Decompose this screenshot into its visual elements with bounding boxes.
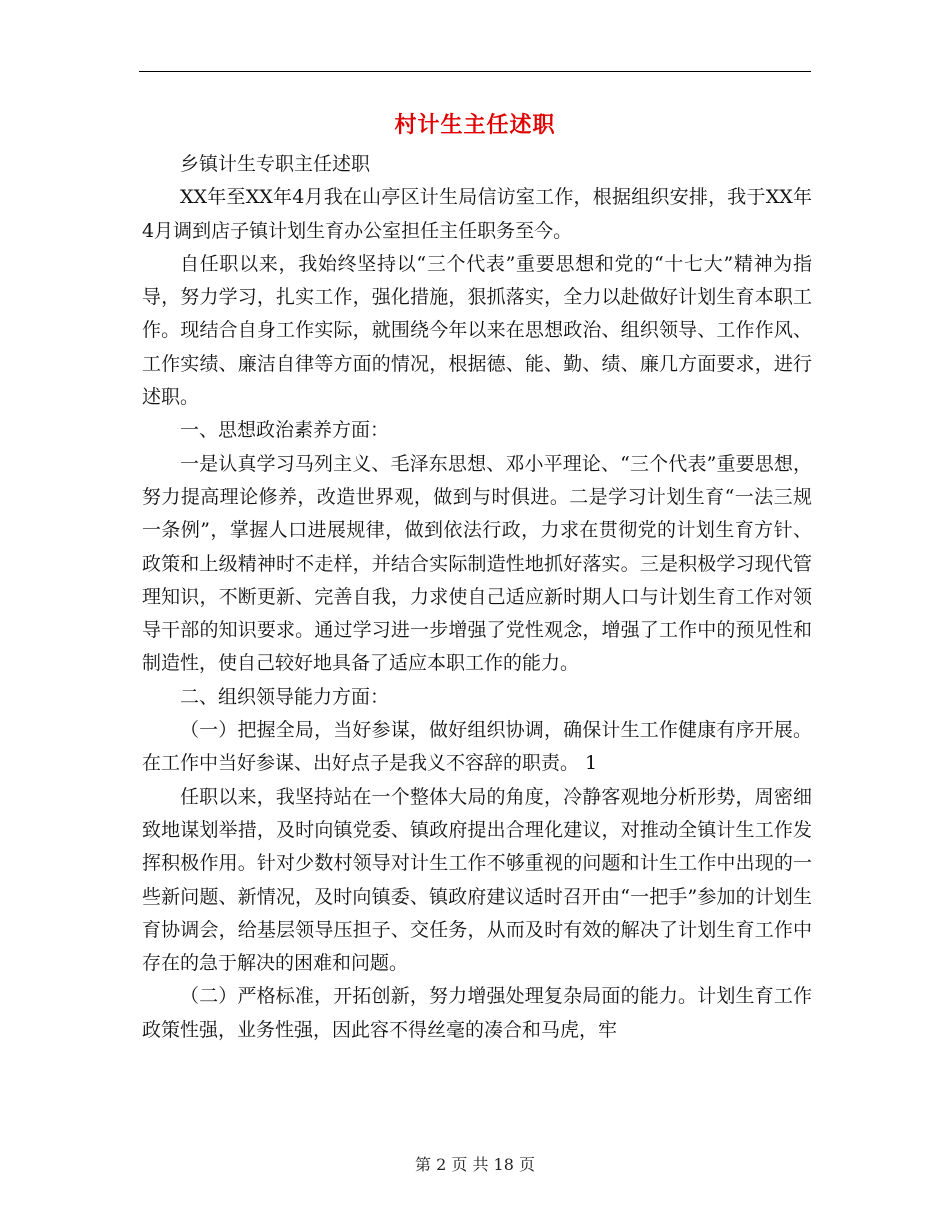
paragraph-leadership-detail: 任职以来，我坚持站在一个整体大局的角度，冷静客观地分析形势，周密细致地谋划举措，及时向镇党委、镇政府提出合理化建议，对推动全镇计生工作发挥积极作用。针对少数村领导对计生工作不够重视的问题和计生工作中出现的一些新问题、新情况，及时向镇委、镇政府建议适时召开由“一把手”参加的计划生育协调会，给基层领导压担子、交任务，从而及时有效的解决了计划生育工作中存在的急于解决的困难和问题。: [142, 785, 812, 975]
section-heading-leadership: 二、组织领导能力方面：: [180, 685, 390, 708]
paragraph-introduction: 自任职以来，我始终坚持以“三个代表”重要思想和党的“十七大”精神为指导，努力学习，扎实工作，强化措施，狠抓落实，全力以赴做好计划生育本职工作。现结合自身工作实际，就围绕今年以来在思想政治、组织领导、工作作风、工作实绩、廉洁自律等方面的情况，根据德、能、勤、绩、廉几方面要求，进行述职。: [142, 252, 812, 409]
section-heading-political: 一、思想政治素养方面：: [180, 419, 390, 442]
paragraph-standards: （二）严格标准，开拓创新，努力增强处理复杂局面的能力。计划生育工作政策性强，业务性强，因此容不得丝毫的凑合和马虎，牢: [142, 985, 812, 1041]
page-number-footer: 第 2 页 共 18 页: [415, 1155, 535, 1174]
paragraph-leadership-overall: （一）把握全局，当好参谋，做好组织协调，确保计生工作健康有序开展。在工作中当好参谋、出好点子是我义不容辞的职责。 1: [142, 719, 812, 775]
paragraph-subtitle: 乡镇计生专职主任述职: [180, 153, 371, 175]
header-rule: [139, 71, 811, 72]
document-body: [142, 148, 812, 1047]
document-title: 村计生主任述职: [394, 112, 556, 138]
paragraph-work-history: XX年至XX年4月我在山亭区计生局信访室工作，根据组织安排，我于XX年4月调到店子镇计划生育办公室担任主任职务至今。: [142, 186, 812, 242]
paragraph-political-study: 一是认真学习马列主义、毛泽东思想、邓小平理论、“三个代表”重要思想，努力提高理论修养，改造世界观，做到与时俱进。二是学习计划生育“一法三规一条例”，掌握人口进展规律，做到依法行政，力求在贯彻党的计划生育方针、政策和上级精神时不走样，并结合实际制造性地抓好落实。三是积极学习现代管理知识，不断更新、完善自我，力求使自己适应新时期人口与计划生育工作对领导干部的知识要求。通过学习进一步增强了党性观念，增强了工作中的预见性和制造性，使自己较好地具备了适应本职工作的能力。: [142, 452, 812, 675]
